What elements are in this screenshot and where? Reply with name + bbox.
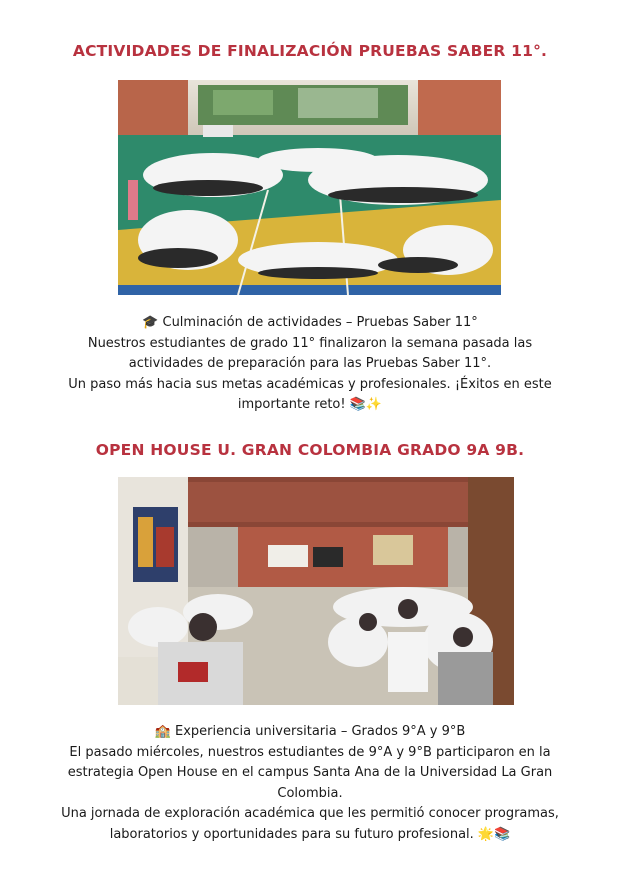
university-icon: 🏫 <box>154 724 171 739</box>
caption-2-last-line <box>30 825 590 846</box>
caption-2-line: El pasado miércoles, nuestros estudiantes de 9°A y 9°B participaron en la <box>69 744 551 760</box>
caption-1-title: Culminación de actividades – Pruebas Saber 11° <box>158 315 478 330</box>
section-1-caption <box>30 313 590 416</box>
section-1-photo <box>118 80 501 295</box>
caption-1-last-line <box>30 395 590 416</box>
caption-1-line: Un paso más hacia sus metas académicas y profesionales. ¡Éxitos en este <box>68 376 552 392</box>
caption-2-line: Colombia. <box>277 785 343 801</box>
caption-2-line: Una jornada de exploración académica que les permitió conocer programas, <box>61 806 559 821</box>
section-2-title: OPEN HOUSE U. GRAN COLOMBIA GRADO 9A 9B. <box>95 441 525 459</box>
caption-2-line: laboratorios y oportunidades para su futuro profesional. <box>109 826 478 842</box>
caption-1-line: Nuestros estudiantes de grado 11° finalizaron la semana pasada las <box>87 335 533 351</box>
caption-2-title-line <box>30 722 590 743</box>
students-court-image <box>118 80 501 295</box>
books-sparkles-icon: 📚✨ <box>349 397 383 412</box>
section-1-title: ACTIVIDADES DE FINALIZACIÓN PRUEBAS SABER 11°. <box>72 42 548 60</box>
caption-1-line: importante reto! <box>237 397 350 412</box>
auditorium-image <box>118 477 514 705</box>
star-books-icon: 🌟📚 <box>477 826 511 842</box>
caption-1-title-line <box>30 313 590 334</box>
graduation-cap-icon: 🎓 <box>142 315 159 330</box>
caption-2-line: estrategia Open House en el campus Santa Ana de la Universidad La Gran <box>67 765 553 780</box>
caption-2-title: Experiencia universitaria – Grados 9°A y 9°B <box>170 724 466 739</box>
section-2-caption <box>30 722 590 845</box>
section-2-photo <box>118 477 514 705</box>
caption-1-line: actividades de preparación para las Pruebas Saber 11°. <box>128 356 492 371</box>
